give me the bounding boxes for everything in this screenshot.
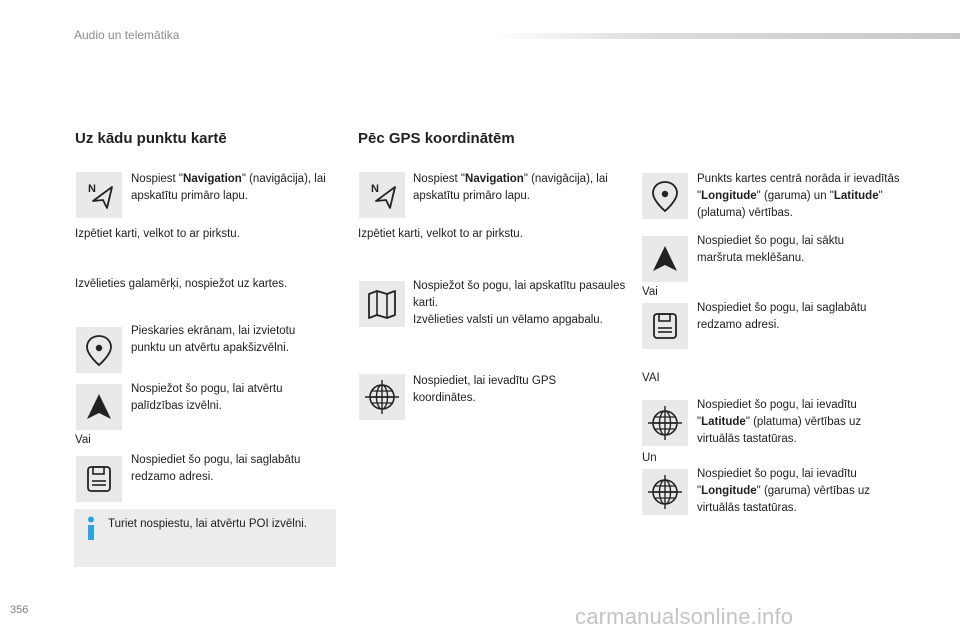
left-help-text: Nospiežot šo pogu, lai atvērtu palīdzības izvēlni.	[131, 383, 283, 412]
gps-globe-icon[interactable]	[359, 374, 405, 420]
right-save-text: Nospiediet šo pogu, lai saglabātu redzamo adresi.	[697, 302, 867, 331]
right-latitude-text: Nospiediet šo pogu, lai ievadītu "Latitude" (platuma) vērtības uz virtuālās tastatūras.	[697, 399, 862, 445]
section-title: Audio un telemātika	[74, 28, 180, 42]
middle-gps-text: Nospiediet, lai ievadītu GPS koordinātes.	[413, 375, 557, 404]
longitude-globe-icon[interactable]	[642, 469, 688, 515]
world-map-icon[interactable]	[359, 281, 405, 327]
left-heading: Uz kādu punktu kartē	[75, 130, 227, 147]
info-icon	[84, 516, 98, 540]
info-text: Turiet nospiestu, lai atvērtu POI izvēlni.	[108, 518, 307, 530]
left-or-label: Vai	[75, 434, 91, 446]
left-explore-text: Izpētiet karti, velkot to ar pirkstu.	[75, 228, 240, 240]
middle-navigation-text: Nospiest "Navigation" (navigācija), lai apskatītu primāro lapu.	[413, 173, 608, 202]
left-save-text: Nospiediet šo pogu, lai saglabātu redzamo adresi.	[131, 454, 301, 483]
header-rule	[490, 33, 960, 39]
middle-explore-text: Izpētiet karti, velkot to ar pirkstu.	[358, 228, 523, 240]
right-or-upper-label: VAI	[642, 372, 660, 384]
right-route-text: Nospiediet šo pogu, lai sāktu maršruta meklēšanu.	[697, 235, 845, 264]
map-pin-icon[interactable]	[76, 327, 122, 373]
navigate-arrow-icon[interactable]	[76, 384, 122, 430]
map-pin-icon	[642, 173, 688, 219]
svg-text:N: N	[371, 183, 379, 195]
navigation-icon[interactable]	[359, 172, 405, 218]
navigation-icon[interactable]	[76, 172, 122, 218]
right-or-label: Vai	[642, 286, 658, 298]
right-longitude-text: Nospiediet šo pogu, lai ievadītu "Longitude" (garuma) vērtības uz virtuālās tastatūras.	[697, 468, 871, 514]
svg-text:N: N	[88, 183, 96, 195]
save-icon[interactable]	[76, 456, 122, 502]
latitude-globe-icon[interactable]	[642, 400, 688, 446]
left-choose-text: Izvēlieties galamērķi, nospiežot uz kartes.	[75, 278, 288, 290]
left-navigation-text: Nospiest "Navigation" (navigācija), lai apskatītu primāro lapu.	[131, 173, 326, 202]
right-pin-text: Punkts kartes centrā norāda ir ievadītās "Longitude" (garuma) un "Latitude" (platuma) vērtības.	[697, 173, 900, 219]
navigate-arrow-icon[interactable]	[642, 236, 688, 282]
page-number: 356	[10, 604, 29, 616]
save-icon[interactable]	[642, 303, 688, 349]
right-and-label: Un	[642, 452, 657, 464]
middle-world-text: Nospiežot šo pogu, lai apskatītu pasaules karti. Izvēlieties valsti un vēlamo apgabalu.	[413, 280, 626, 326]
left-pin-text: Pieskaries ekrānam, lai izvietotu punktu un atvērtu apakšizvēlni.	[131, 325, 296, 354]
watermark: carmanualsonline.info	[575, 604, 794, 629]
middle-heading: Pēc GPS koordinātēm	[358, 130, 515, 147]
